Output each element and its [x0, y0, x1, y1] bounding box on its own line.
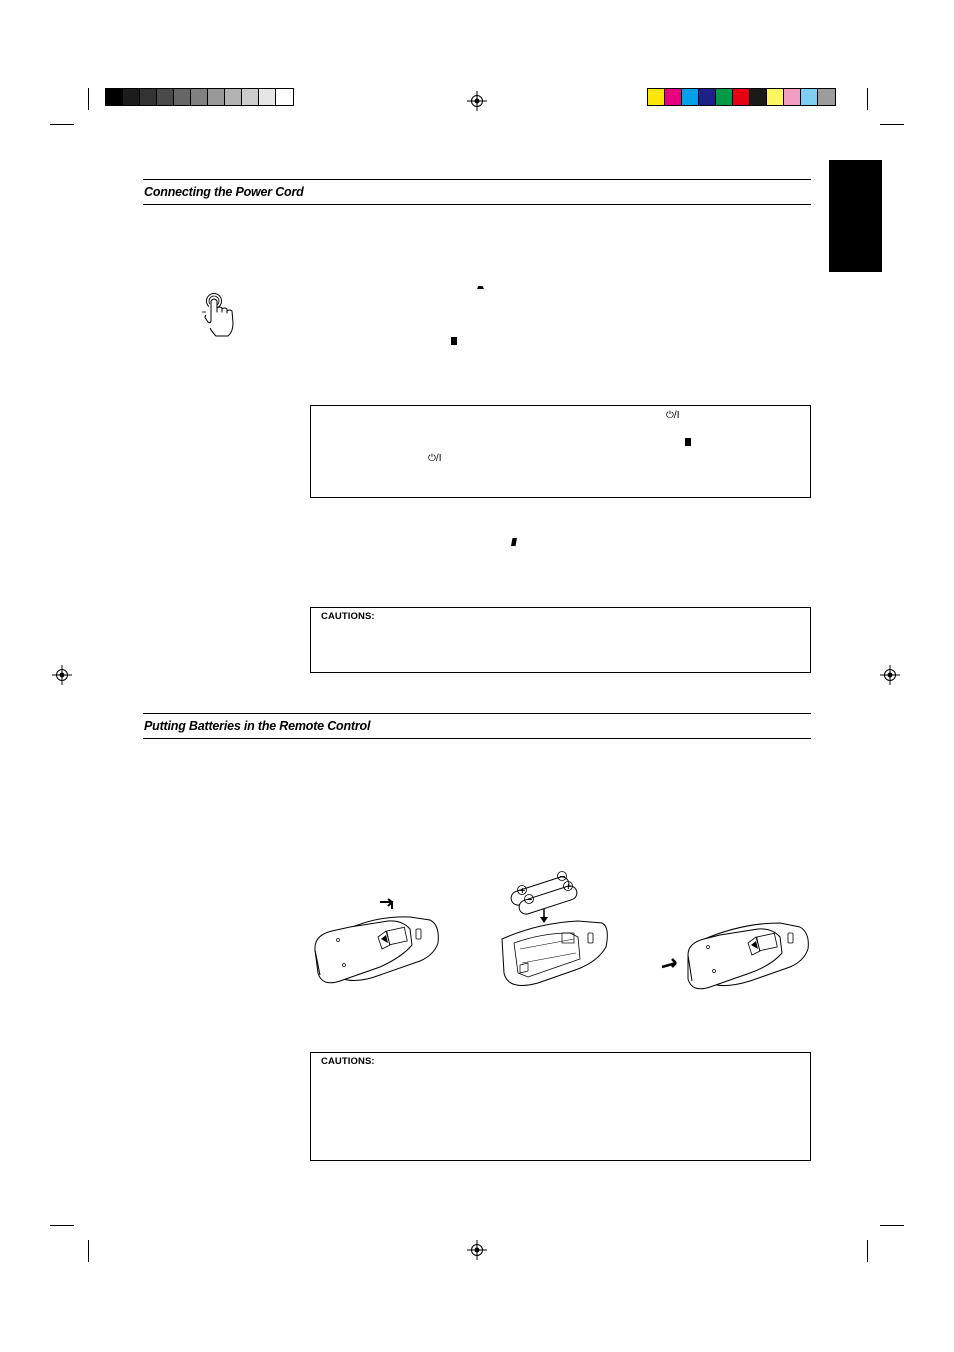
- crop-mark: [50, 1225, 74, 1226]
- crop-mark: [867, 1240, 868, 1262]
- gray-swatch: [174, 89, 191, 105]
- glyph-mark: [477, 286, 484, 289]
- gray-swatch: [140, 89, 157, 105]
- color-swatch: [682, 89, 699, 105]
- gray-swatch: [191, 89, 208, 105]
- gray-swatch: [276, 89, 293, 105]
- registration-mark-icon: [467, 91, 487, 111]
- crop-mark: [88, 1240, 89, 1262]
- color-calibration-bar: [647, 88, 836, 106]
- note-box-standby: [310, 405, 811, 498]
- color-swatch: [716, 89, 733, 105]
- color-swatch: [733, 89, 750, 105]
- section-title-text: Connecting the Power Cord: [144, 185, 304, 199]
- svg-text:+: +: [519, 886, 526, 895]
- gray-swatch: [208, 89, 225, 105]
- gray-swatch: [242, 89, 259, 105]
- color-swatch: [784, 89, 801, 105]
- cautions-label: CAUTIONS:: [321, 1056, 375, 1067]
- cautions-label: CAUTIONS:: [321, 611, 375, 622]
- standby-on-symbol: ⏻/I: [428, 453, 442, 464]
- remote-insert-batteries-icon: [498, 867, 610, 997]
- glyph-mark: [511, 538, 517, 546]
- glyph-mark: [685, 438, 691, 446]
- gray-swatch: [123, 89, 140, 105]
- gray-swatch: [157, 89, 174, 105]
- svg-text:+: +: [565, 882, 572, 891]
- hand-pressing-button-icon: [200, 290, 244, 338]
- section-title-batteries: [143, 713, 811, 739]
- color-swatch: [750, 89, 767, 105]
- cautions-box-power: [310, 607, 811, 673]
- registration-mark-icon: [880, 665, 900, 685]
- gray-swatch: [225, 89, 242, 105]
- color-swatch: [648, 89, 665, 105]
- color-swatch: [767, 89, 784, 105]
- section-title-text: Putting Batteries in the Remote Control: [144, 719, 371, 733]
- standby-on-symbol: ⏻/I: [666, 410, 680, 421]
- remote-cover-close-icon: [660, 905, 812, 995]
- crop-mark: [867, 88, 868, 110]
- remote-cover-open-icon: [310, 895, 445, 995]
- gray-scale-bar: [105, 88, 294, 106]
- registration-mark-icon: [52, 665, 72, 685]
- color-swatch: [818, 89, 835, 105]
- color-swatch: [699, 89, 716, 105]
- gray-swatch: [106, 89, 123, 105]
- glyph-mark: [451, 337, 457, 345]
- gray-swatch: [259, 89, 276, 105]
- color-swatch: [801, 89, 818, 105]
- crop-mark: [50, 124, 74, 125]
- svg-text:−: −: [526, 895, 533, 904]
- crop-mark: [880, 1225, 904, 1226]
- section-title-power-cord: [143, 179, 811, 205]
- language-tab: [829, 160, 882, 272]
- svg-text:−: −: [559, 872, 566, 881]
- crop-mark: [88, 88, 89, 110]
- cautions-box-batteries: [310, 1052, 811, 1161]
- registration-mark-icon: [467, 1240, 487, 1260]
- color-swatch: [665, 89, 682, 105]
- crop-mark: [880, 124, 904, 125]
